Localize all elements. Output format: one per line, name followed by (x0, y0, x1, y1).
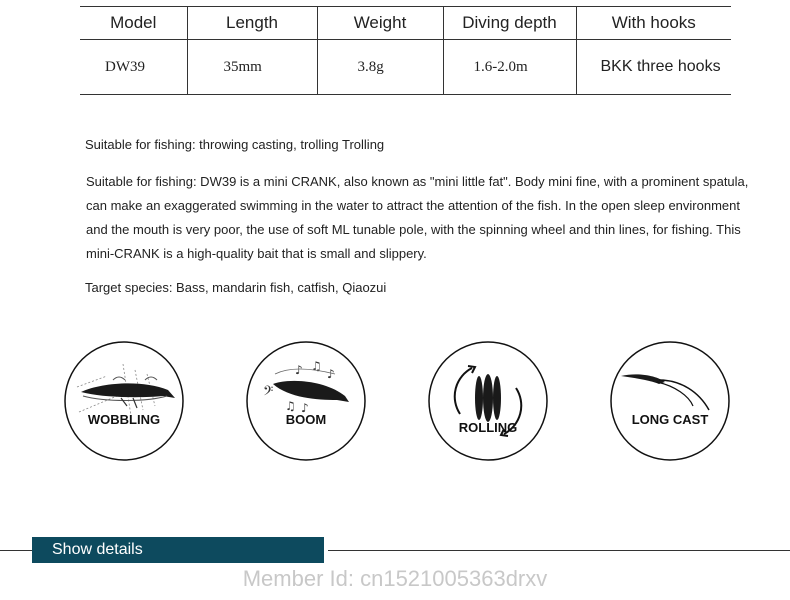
cell-model: DW39 (105, 58, 145, 75)
cell-hooks: BKK three hooks (576, 40, 731, 95)
header-hooks: With hooks (576, 7, 731, 40)
table-row (80, 40, 731, 95)
header-weight: Weight (317, 7, 443, 40)
cell-weight: 3.8g (317, 40, 443, 95)
feature-wobbling (63, 340, 185, 462)
wobbling-lure-icon (63, 340, 185, 462)
cell-diving-depth: 1.6-2.0m (443, 40, 576, 95)
rolling-lure-icon (427, 340, 549, 462)
header-model: Model (110, 13, 157, 32)
header-diving-depth: Diving depth (443, 7, 576, 40)
spec-header-row (80, 7, 731, 40)
target-species-line: Target species: Bass, mandarin fish, catfish, Qiaozui (85, 280, 387, 295)
description-paragraph: Suitable for fishing: DW39 is a mini CRANK, also known as "mini little fat". Body mini fine, with a prominent spatula, can make an exaggerated swimming in the water to attract the attention of the fish. In the open sleep environment and the mouth is very poor, the use of soft ML tunable pole, with the spinning wheel and thin lines, for fishing. This mini-CRANK is a high-quality bait that is small and slippery. (86, 174, 749, 261)
feature-label: ROLLING (458, 420, 518, 435)
feature-boom (245, 340, 367, 462)
feature-label: LONG CAST (631, 412, 709, 427)
divider-right (328, 550, 790, 551)
svg-text:♪: ♪ (327, 367, 335, 381)
header-length: Length (187, 7, 317, 40)
svg-text:♫: ♫ (285, 399, 296, 413)
feature-rolling (427, 340, 549, 462)
long-cast-icon (609, 340, 731, 462)
spec-table (80, 6, 731, 95)
feature-label: BOOM (285, 412, 327, 427)
divider-left (0, 550, 32, 551)
boom-music-lure-icon (245, 340, 367, 462)
svg-text:♪: ♪ (301, 401, 309, 415)
svg-text:♪: ♪ (295, 363, 303, 377)
svg-text:𝄢: 𝄢 (263, 383, 274, 402)
svg-text:♫: ♫ (311, 359, 322, 373)
show-details-button[interactable]: Show details (32, 537, 324, 563)
suitable-fishing-line: Suitable for fishing: throwing casting, trolling Trolling (85, 137, 385, 152)
feature-label: WOBBLING (87, 412, 161, 427)
cell-length: 35mm (187, 40, 317, 95)
member-id-watermark: Member Id: cn1521005363drxv (242, 566, 548, 591)
feature-long-cast (609, 340, 731, 462)
